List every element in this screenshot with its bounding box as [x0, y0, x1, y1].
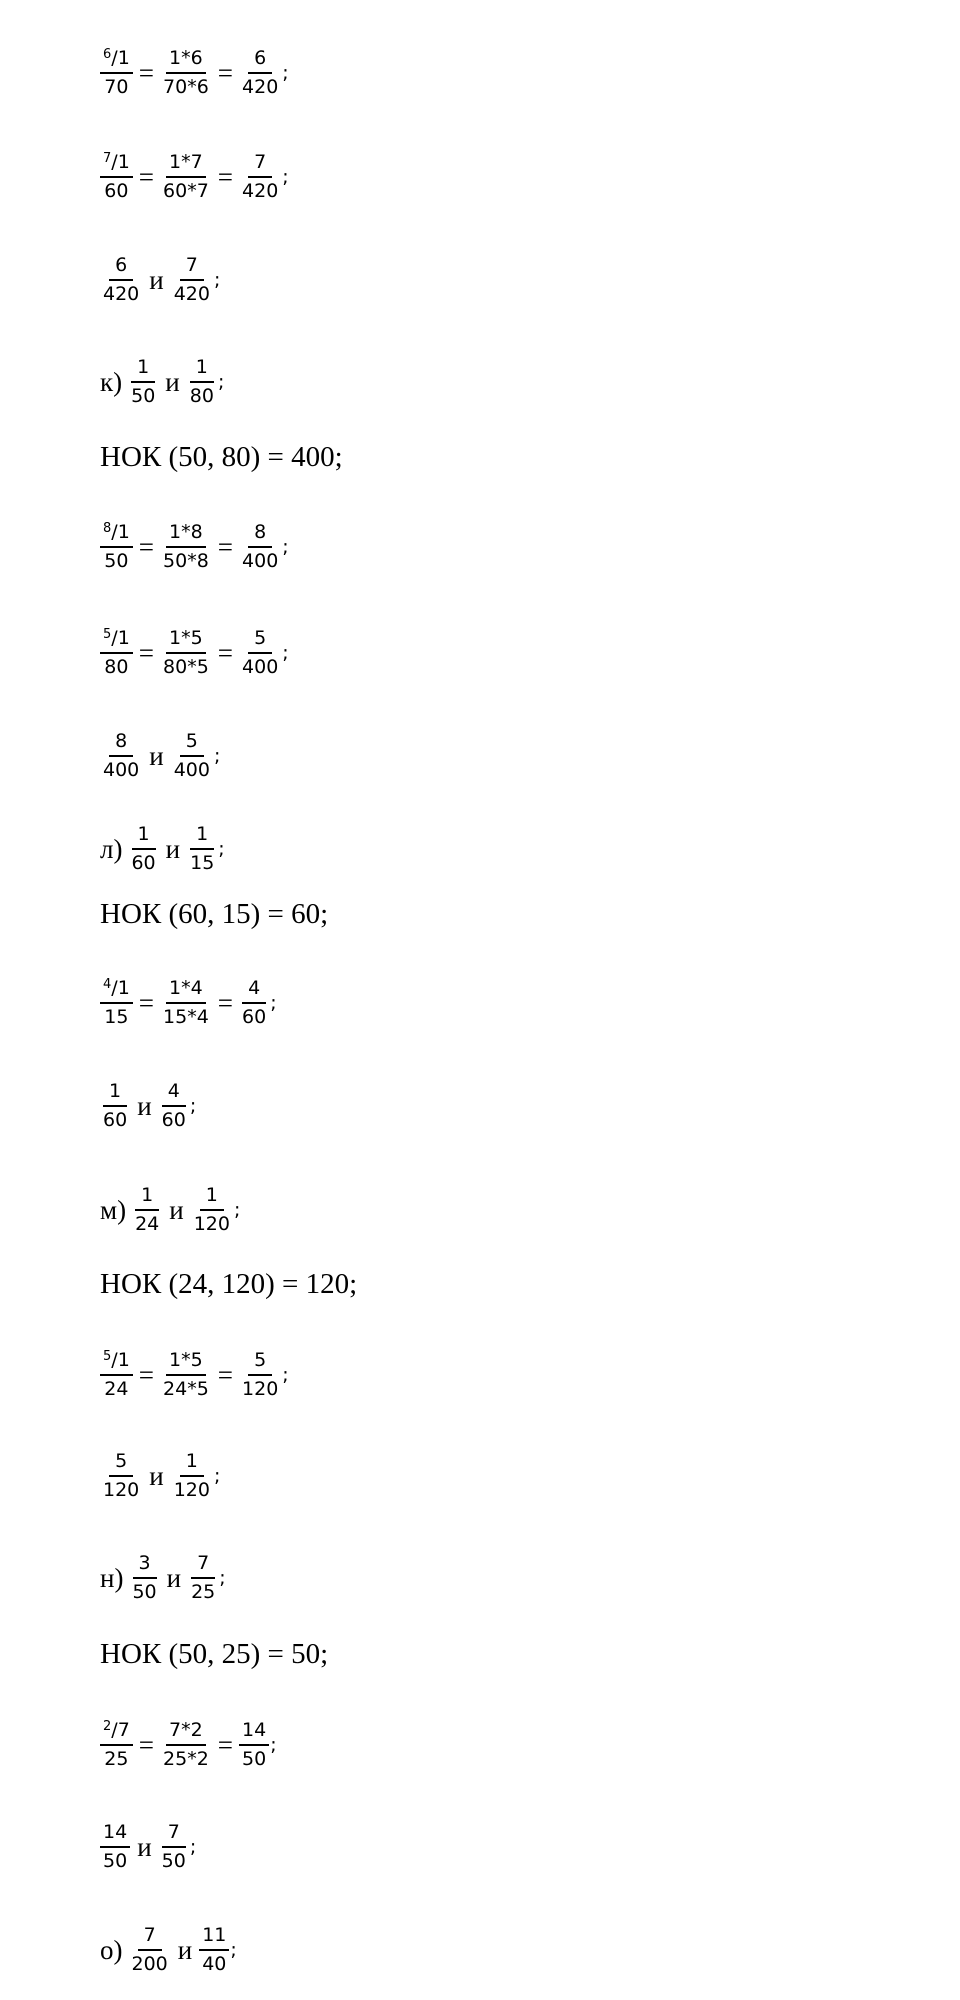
- fraction-pair: [100, 255, 220, 306]
- numerator: [100, 1720, 133, 1746]
- denominator: 400: [242, 549, 279, 572]
- numerator-value: 1: [117, 977, 130, 999]
- source-fraction: [100, 152, 133, 203]
- numerator: 4: [162, 1081, 186, 1107]
- denominator: 50: [104, 549, 129, 572]
- source-fraction: [100, 48, 133, 99]
- equals-sign: =: [138, 987, 155, 1018]
- fraction-equation: [100, 978, 277, 1029]
- equals-sign: =: [217, 987, 234, 1018]
- fraction-pair: [100, 731, 220, 782]
- fraction-pair: [100, 357, 224, 408]
- semicolon: ;: [282, 642, 289, 665]
- equals-sign: =: [217, 1729, 234, 1760]
- denominator: 420: [242, 179, 279, 202]
- expanded-fraction: [160, 628, 212, 679]
- numerator: 14: [100, 1822, 130, 1848]
- numerator: 1*6: [166, 48, 206, 74]
- denominator: 60: [242, 1005, 267, 1028]
- equals-sign: =: [217, 531, 234, 562]
- fraction-a: [128, 824, 158, 875]
- numerator: 3: [133, 1553, 157, 1579]
- factor-superscript: 5: [103, 627, 112, 642]
- equals-sign: =: [138, 161, 155, 192]
- expanded-fraction: [160, 1720, 212, 1771]
- fraction-pair: [100, 1822, 196, 1873]
- source-fraction: [100, 1350, 133, 1401]
- fraction-a: [100, 731, 142, 782]
- equals-sign: =: [138, 1359, 155, 1390]
- result-fraction: [239, 1350, 281, 1401]
- lcm-text: НОК (50, 25) = 50;: [100, 1638, 329, 1670]
- equals-sign: =: [217, 1359, 234, 1390]
- factor-superscript: 4: [103, 977, 112, 992]
- slash: /: [111, 151, 118, 173]
- factor-superscript: 6: [103, 47, 112, 62]
- lcm-line: [100, 443, 343, 472]
- denominator: 15: [190, 851, 215, 874]
- numerator: 1: [103, 1081, 127, 1107]
- semicolon: ;: [233, 1199, 241, 1222]
- numerator: 1: [132, 824, 156, 850]
- fraction-pair: [100, 1925, 237, 1976]
- numerator: 6: [248, 48, 272, 74]
- denominator: 120: [242, 1377, 279, 1400]
- numerator: 4: [242, 978, 266, 1004]
- numerator: 7: [162, 1822, 186, 1848]
- numerator: [100, 978, 133, 1004]
- fraction-b: [159, 1081, 189, 1132]
- lcm-line: [100, 1270, 357, 1299]
- denominator: 25: [104, 1747, 129, 1770]
- conjunction: и: [169, 1194, 184, 1225]
- fraction-equation: [100, 48, 289, 99]
- lcm-line: [100, 900, 328, 929]
- numerator: 1*7: [166, 152, 206, 178]
- numerator: [100, 628, 133, 654]
- fraction-b: [191, 1185, 233, 1236]
- equals-sign: =: [217, 57, 234, 88]
- numerator: 14: [239, 1720, 269, 1746]
- numerator: 1: [180, 1451, 204, 1477]
- semicolon: ;: [282, 1364, 289, 1387]
- denominator: 60: [161, 1108, 186, 1131]
- denominator: 15*4: [163, 1005, 209, 1028]
- numerator-value: 1: [117, 521, 130, 543]
- fraction-equation: [100, 522, 289, 573]
- numerator: 7: [138, 1925, 162, 1951]
- numerator: 1: [131, 357, 155, 383]
- numerator-value: 1: [117, 627, 130, 649]
- conjunction: и: [165, 366, 180, 397]
- semicolon: ;: [189, 1095, 197, 1118]
- semicolon: ;: [282, 166, 289, 189]
- conjunction: и: [166, 1562, 182, 1593]
- slash: /: [111, 627, 118, 649]
- numerator: 5: [248, 628, 272, 654]
- denominator: 80: [189, 384, 214, 407]
- numerator: [100, 1350, 133, 1376]
- source-fraction: [100, 522, 133, 573]
- fraction-b: [171, 1451, 213, 1502]
- semicolon: ;: [270, 992, 277, 1015]
- denominator: 200: [131, 1952, 168, 1975]
- denominator: 25*2: [163, 1747, 209, 1770]
- expanded-fraction: [160, 48, 212, 99]
- fraction-pair: [100, 824, 225, 875]
- numerator: [100, 522, 133, 548]
- lcm-text: НОК (50, 80) = 400;: [100, 441, 343, 473]
- denominator: 120: [173, 1478, 210, 1501]
- numerator-value: 1: [117, 151, 130, 173]
- denominator: 50: [242, 1747, 267, 1770]
- fraction-equation: [100, 628, 289, 679]
- semicolon: ;: [213, 745, 221, 768]
- denominator: 15: [104, 1005, 129, 1028]
- fraction-a: [129, 1553, 159, 1604]
- numerator: 1: [190, 824, 214, 850]
- denominator: 24: [135, 1212, 160, 1235]
- fraction-pair: [100, 1185, 240, 1236]
- result-fraction: [239, 48, 281, 99]
- fraction-b: [171, 731, 213, 782]
- fraction-a: [100, 1822, 130, 1873]
- denominator: 70: [104, 75, 129, 98]
- fraction-b: [188, 1553, 218, 1604]
- denominator: 50: [103, 1849, 128, 1872]
- factor-superscript: 5: [103, 1349, 112, 1364]
- fraction-a: [129, 1925, 171, 1976]
- lcm-text: НОК (60, 15) = 60;: [100, 898, 329, 930]
- lcm-line: [100, 1640, 328, 1669]
- conjunction: и: [149, 264, 164, 295]
- fraction-pair: [100, 1553, 226, 1604]
- numerator: 1*5: [166, 1350, 206, 1376]
- result-fraction: [239, 1720, 269, 1771]
- semicolon: ;: [218, 838, 225, 861]
- item-label: к): [100, 366, 123, 397]
- source-fraction: [100, 628, 133, 679]
- semicolon: ;: [282, 536, 289, 559]
- fraction-b: [159, 1822, 189, 1873]
- numerator: 8: [109, 731, 133, 757]
- fraction-b: [187, 824, 217, 875]
- numerator: 1*4: [166, 978, 206, 1004]
- conjunction: и: [137, 1090, 152, 1121]
- denominator: 24*5: [163, 1377, 209, 1400]
- numerator: 1: [200, 1185, 224, 1211]
- numerator: 1: [135, 1185, 159, 1211]
- item-label: л): [100, 833, 123, 864]
- lcm-text: НОК (24, 120) = 120;: [100, 1268, 358, 1300]
- semicolon: ;: [213, 1465, 221, 1488]
- equals-sign: =: [138, 531, 155, 562]
- result-fraction: [239, 152, 281, 203]
- numerator-value: 1: [117, 47, 130, 69]
- denominator: 80*5: [163, 655, 209, 678]
- semicolon: ;: [219, 1567, 226, 1590]
- equals-sign: =: [217, 161, 234, 192]
- slash: /: [111, 47, 118, 69]
- fraction-pair: [100, 1451, 220, 1502]
- fraction-b: [187, 357, 217, 408]
- fraction-equation: [100, 1350, 289, 1401]
- fraction-a: [128, 357, 158, 408]
- denominator: 70*6: [163, 75, 209, 98]
- numerator-value: 1: [117, 1349, 130, 1371]
- conjunction: и: [165, 833, 181, 864]
- denominator: 420: [173, 282, 210, 305]
- expanded-fraction: [160, 522, 212, 573]
- denominator: 400: [242, 655, 279, 678]
- numerator: 5: [248, 1350, 272, 1376]
- semicolon: ;: [282, 62, 289, 85]
- numerator-value: 7: [117, 1719, 130, 1741]
- denominator: 80: [104, 655, 129, 678]
- semicolon: ;: [270, 1734, 277, 1757]
- conjunction: и: [149, 1460, 164, 1491]
- equals-sign: =: [138, 57, 155, 88]
- fraction-a: [100, 1081, 130, 1132]
- numerator: [100, 152, 133, 178]
- denominator: 420: [103, 282, 140, 305]
- numerator: 7: [191, 1553, 215, 1579]
- conjunction: и: [149, 740, 164, 771]
- factor-superscript: 2: [103, 1719, 112, 1734]
- slash: /: [111, 977, 118, 999]
- denominator: 60: [103, 1108, 128, 1131]
- numerator: 11: [199, 1925, 229, 1951]
- expanded-fraction: [160, 152, 212, 203]
- result-fraction: [239, 522, 281, 573]
- numerator: 5: [180, 731, 204, 757]
- numerator: 1*8: [166, 522, 206, 548]
- denominator: 40: [202, 1952, 227, 1975]
- conjunction: и: [177, 1934, 193, 1965]
- source-fraction: [100, 1720, 133, 1771]
- fraction-a: [100, 1451, 142, 1502]
- slash: /: [111, 1719, 118, 1741]
- equals-sign: =: [138, 637, 155, 668]
- denominator: 25: [191, 1580, 216, 1603]
- equals-sign: =: [138, 1729, 155, 1760]
- slash: /: [111, 1349, 118, 1371]
- denominator: 120: [103, 1478, 140, 1501]
- expanded-fraction: [160, 978, 212, 1029]
- denominator: 50: [132, 1580, 157, 1603]
- numerator: 1: [190, 357, 214, 383]
- semicolon: ;: [230, 1939, 237, 1962]
- denominator: 420: [242, 75, 279, 98]
- slash: /: [111, 521, 118, 543]
- semicolon: ;: [217, 371, 225, 394]
- item-label: о): [100, 1934, 123, 1965]
- denominator: 60: [131, 851, 156, 874]
- numerator: 6: [109, 255, 133, 281]
- source-fraction: [100, 978, 133, 1029]
- factor-superscript: 8: [103, 521, 112, 536]
- fraction-a: [132, 1185, 162, 1236]
- numerator: 5: [109, 1451, 133, 1477]
- result-fraction: [239, 628, 281, 679]
- item-label: н): [100, 1562, 124, 1593]
- fraction-pair: [100, 1081, 196, 1132]
- numerator: 8: [248, 522, 272, 548]
- equals-sign: =: [217, 637, 234, 668]
- semicolon: ;: [213, 269, 221, 292]
- expanded-fraction: [160, 1350, 212, 1401]
- numerator: 1*5: [166, 628, 206, 654]
- denominator: 50: [131, 384, 156, 407]
- denominator: 60: [104, 179, 129, 202]
- numerator: 7: [180, 255, 204, 281]
- denominator: 60*7: [163, 179, 209, 202]
- denominator: 400: [173, 758, 210, 781]
- result-fraction: [239, 978, 269, 1029]
- numerator: [100, 48, 133, 74]
- fraction-b: [199, 1925, 229, 1976]
- fraction-b: [171, 255, 213, 306]
- denominator: 120: [193, 1212, 230, 1235]
- denominator: 50: [161, 1849, 186, 1872]
- factor-superscript: 7: [103, 151, 112, 166]
- numerator: 7: [248, 152, 272, 178]
- numerator: 7*2: [166, 1720, 206, 1746]
- semicolon: ;: [189, 1836, 197, 1859]
- fraction-a: [100, 255, 142, 306]
- fraction-equation: [100, 1720, 277, 1771]
- conjunction: и: [137, 1831, 152, 1862]
- fraction-equation: [100, 152, 289, 203]
- item-label: м): [100, 1194, 127, 1225]
- denominator: 50*8: [163, 549, 209, 572]
- denominator: 400: [103, 758, 140, 781]
- denominator: 24: [104, 1377, 129, 1400]
